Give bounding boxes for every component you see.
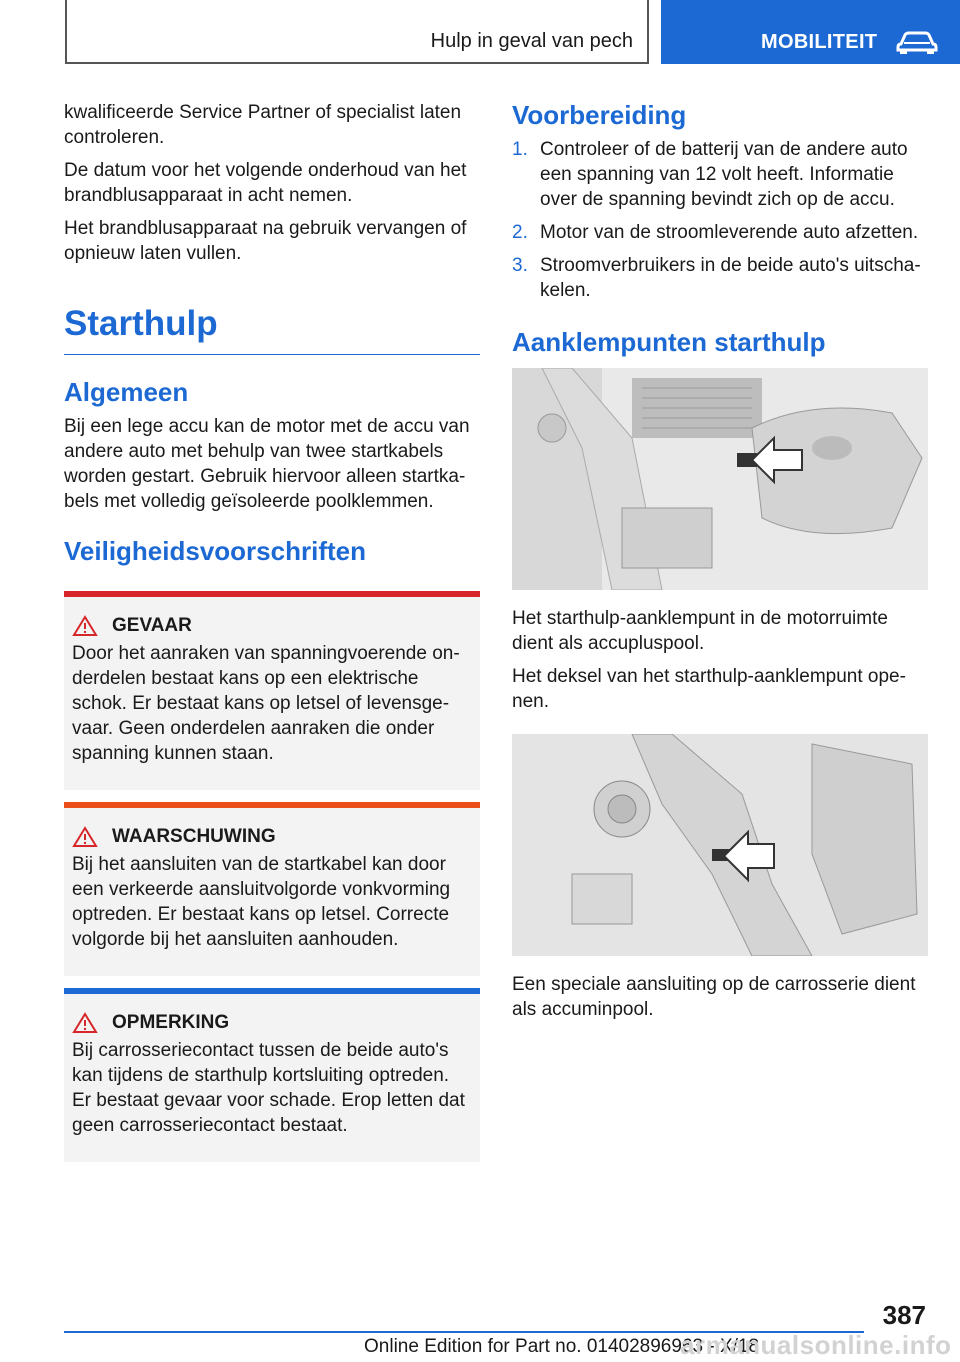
- section-title: Hulp in geval van pech: [430, 30, 633, 52]
- notice-warning-bar: [64, 802, 480, 808]
- prep-steps: [512, 137, 928, 303]
- intro-paragraph-1: kwalificeerde Service Partner of specialist laten controleren.: [64, 102, 462, 148]
- category-tab: [661, 0, 960, 64]
- notice-danger-title: [72, 615, 472, 637]
- category-label: MOBILITEIT: [761, 30, 878, 53]
- left-column: [64, 100, 480, 1162]
- page-number: 387: [882, 1300, 926, 1330]
- intro-paragraph-2: De datum voor het volgende onderhoud van het brandblusapparaat in acht nemen.: [64, 160, 467, 206]
- chapter-title: Starthulp: [64, 304, 480, 355]
- notice-warning-label: WAARSCHUWING: [112, 826, 276, 847]
- prep-heading: Voorbereiding: [512, 100, 687, 130]
- points-heading: Aanklempunten starthulp: [512, 327, 826, 357]
- notice-warning-title: [72, 826, 472, 848]
- photo1-caption-2: Het deksel van het starthulp-aanklempunt openen.: [512, 666, 906, 712]
- notice-note-title: [72, 1012, 472, 1034]
- notice-danger-text: Door het aanraken van spanningvoerende onderdelen bestaat kans op een elektrische schok. Er bestaat kans op letsel of levensgevaar. Geen onderdelen aanraken die onder spanning kunnen staan.: [72, 643, 460, 764]
- notice-note-bar: [64, 988, 480, 994]
- notice-note-label: OPMERKING: [112, 1012, 230, 1033]
- intro-paragraph-3: Het brandblusapparaat na gebruik vervangen of opnieuw laten vullen.: [64, 218, 467, 264]
- edition-text: Online Edition for Part no. 01402896963 - X/18: [364, 1336, 760, 1357]
- warning-icon: [72, 1012, 98, 1034]
- notice-danger-bar: [64, 591, 480, 597]
- warning-icon: [72, 615, 98, 637]
- safety-heading: Veiligheidsvoorschriften: [64, 536, 366, 566]
- warning-icon: [72, 826, 98, 848]
- photo2-caption: Een speciale aansluiting op de carrosserie dient als accuminpool.: [512, 974, 916, 1020]
- engine-bay-photo-positive: [512, 368, 928, 590]
- notice-danger: [64, 591, 480, 790]
- notice-warning-text: Bij het aansluiten van de startkabel kan door een verkeerde aansluitvolgorde vonkvorming optreden. Er bestaat kans op letsel. Correcte volgorde bij het aansluiten aanhouden.: [72, 854, 451, 950]
- photo1-caption-1: Het starthulp-aanklempunt in de motorruimte dient als accupluspool.: [512, 608, 888, 654]
- general-heading: Algemeen: [64, 377, 189, 407]
- list-item: 1. Controleer of de batterij van de andere auto een spanning van 12 volt heeft. Informatie over de spanning bevindt zich op de accu.: [512, 139, 908, 210]
- notice-note: [64, 988, 480, 1162]
- notice-note-text: Bij carrosseriecontact tussen de beide auto's kan tijdens de starthulp kortsluiting optreden. Er bestaat gevaar voor schade. Erop letten dat geen carrosseriecontact bestaat.: [72, 1040, 465, 1136]
- watermark: armanualsonline.info: [680, 1330, 952, 1360]
- list-item: 3. Stroomverbruikers in de beide auto's uitschakelen.: [512, 255, 921, 301]
- car-icon: [895, 30, 939, 54]
- general-text: Bij een lege accu kan de motor met de accu van andere auto met behulp van twee startkabels worden gestart. Gebruik hiervoor alleen startkabels met volledig geïsoleerde poolklemmen.: [64, 416, 470, 512]
- list-item: 2. Motor van de stroomleverende auto afzetten.: [512, 222, 919, 243]
- header-section-box: [65, 0, 649, 64]
- notice-warning: [64, 802, 480, 976]
- engine-bay-photo-negative: [512, 734, 928, 956]
- right-column: [512, 100, 928, 1030]
- notice-danger-label: GEVAAR: [112, 615, 192, 636]
